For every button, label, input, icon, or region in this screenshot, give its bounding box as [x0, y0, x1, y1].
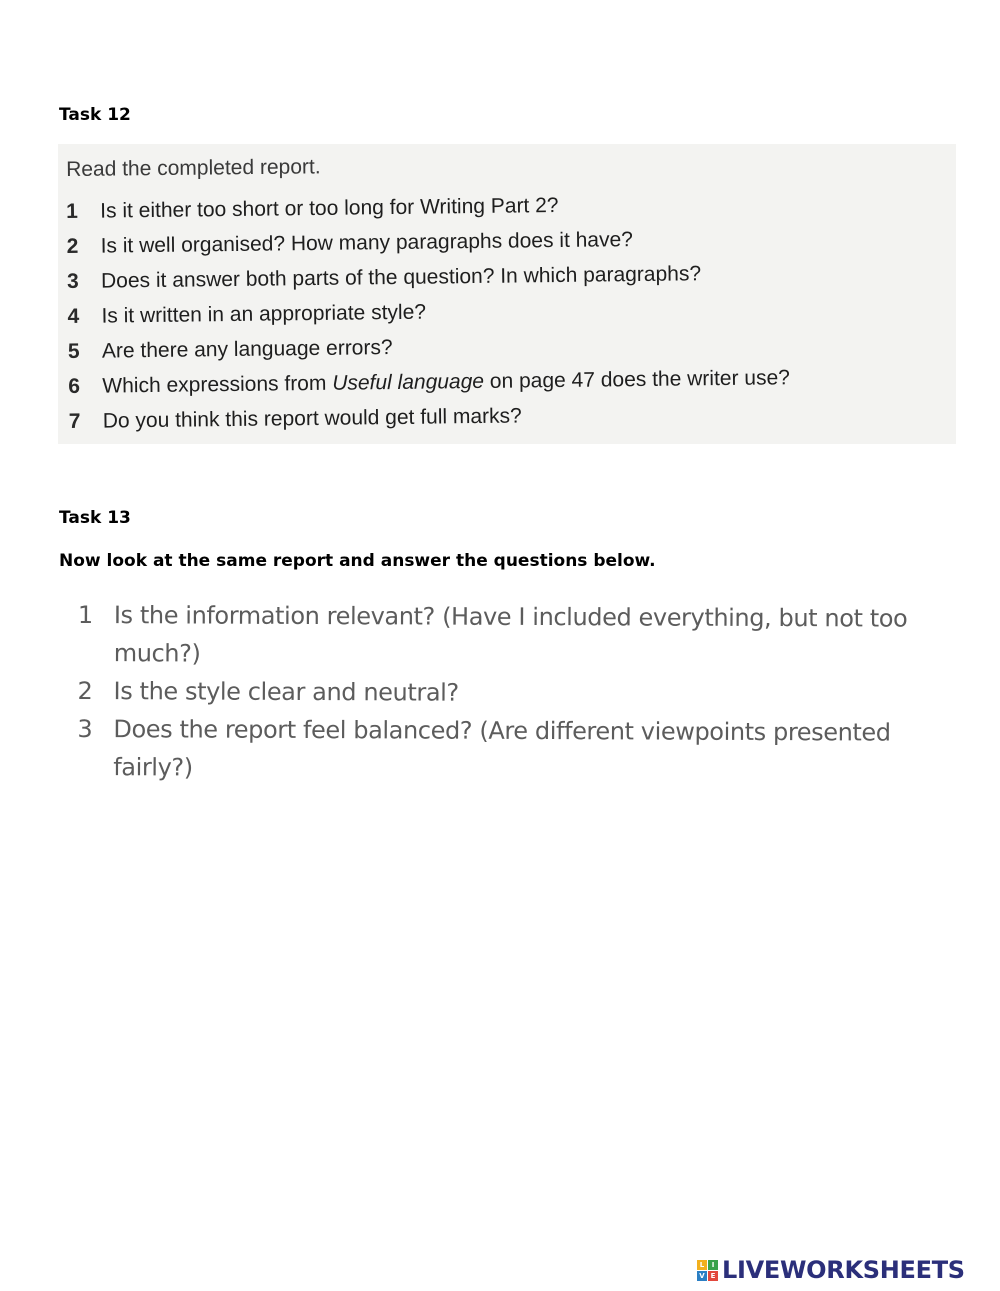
item-text: Is the information relevant? (Have I included everything, but not too much?)	[113, 601, 908, 668]
logo-mark-tile: I	[708, 1260, 718, 1270]
liveworksheets-mark-icon	[697, 1260, 718, 1281]
logo-mark-tile: L	[697, 1260, 707, 1270]
item-number: 3	[66, 269, 79, 293]
list-item	[77, 710, 943, 790]
item-text: Is the style clear and neutral?	[113, 677, 459, 707]
item-text: Does the report feel balanced? (Are different viewpoints presented fairly?)	[113, 715, 891, 782]
item-number: 4	[67, 304, 80, 328]
item-number: 5	[67, 339, 80, 363]
item-text: Do you think this report would get full marks?	[102, 404, 522, 433]
item-text-italic: Useful language	[332, 369, 485, 395]
item-number: 2	[66, 234, 79, 258]
item-number: 2	[77, 676, 93, 706]
item-text: Does it answer both parts of the question? In which paragraphs?	[100, 262, 702, 293]
task-12-textbook-excerpt	[58, 144, 956, 444]
logo-mark-tile: E	[708, 1271, 718, 1281]
excerpt-title: Read the completed report.	[66, 155, 321, 181]
item-number: 1	[77, 600, 93, 630]
liveworksheets-logo[interactable]	[697, 1256, 965, 1284]
item-text: Is it well organised? How many paragraphs does it have?	[100, 228, 634, 258]
item-text-before: Which expressions from	[102, 371, 333, 398]
item-number: 1	[66, 199, 79, 223]
task-13-question-list	[77, 596, 944, 790]
logo-mark-tile: V	[697, 1271, 707, 1281]
task-12-heading: Task 12	[59, 105, 131, 125]
item-number: 7	[68, 409, 81, 433]
item-number: 6	[68, 374, 81, 398]
task-13-instruction: Now look at the same report and answer the questions below.	[59, 551, 656, 571]
item-text: Are there any language errors?	[101, 336, 393, 363]
list-item	[78, 672, 944, 714]
logo-wordmark: LIVEWORKSHEETS	[722, 1256, 965, 1284]
item-text-after: on page 47 does the writer use?	[483, 366, 791, 393]
list-item	[69, 395, 791, 439]
item-text: Is it written in an appropriate style?	[101, 300, 427, 328]
list-item	[78, 596, 944, 676]
task-12-question-list	[66, 185, 791, 439]
item-text: Is it either too short or too long for Writing Part 2?	[100, 193, 559, 223]
task-13-heading: Task 13	[59, 508, 131, 528]
item-number: 3	[77, 714, 93, 744]
